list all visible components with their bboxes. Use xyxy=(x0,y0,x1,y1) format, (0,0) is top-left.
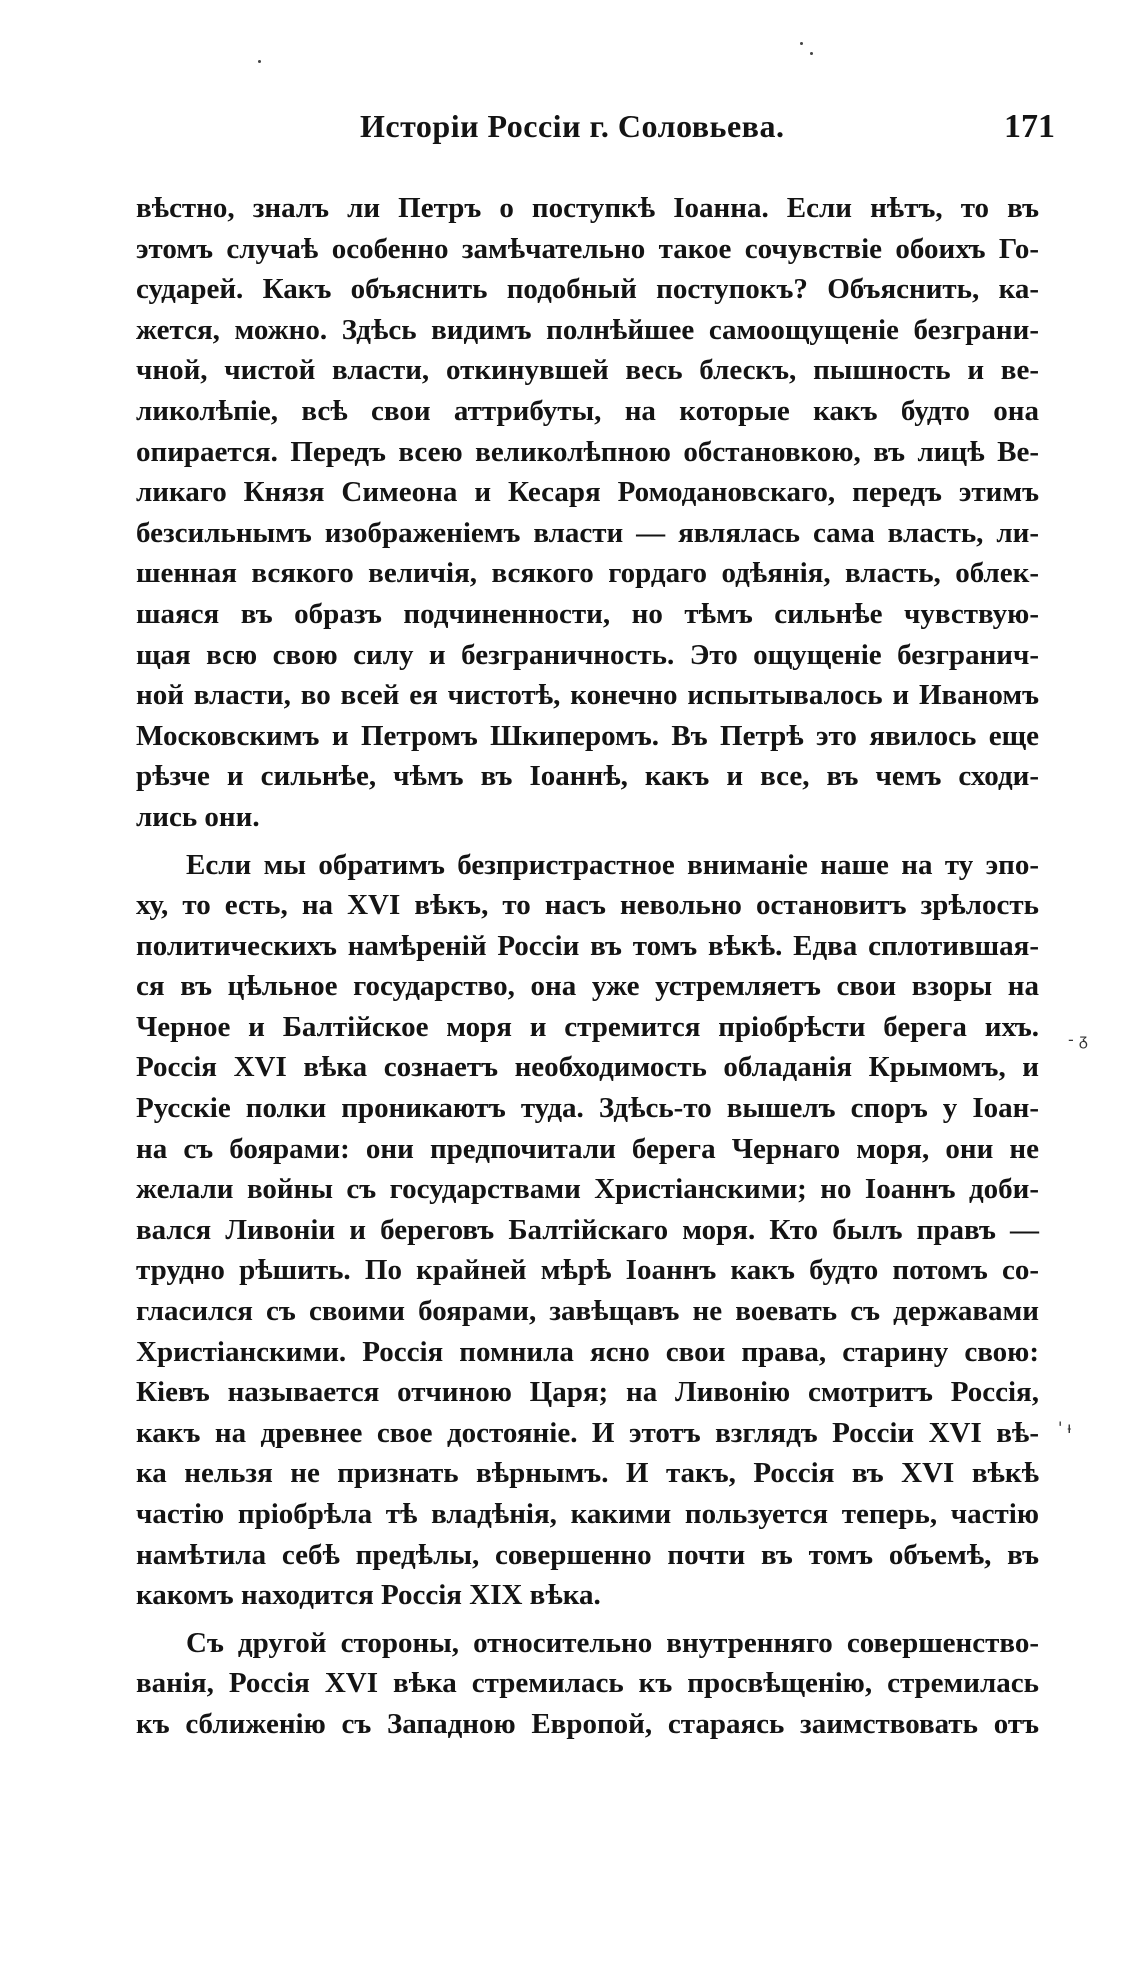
text-line: шенная всякого величія, всякого гордаго одѣянія, власть, облек- xyxy=(136,557,1039,590)
page-number: 171 xyxy=(1004,108,1055,145)
text-line: безсильнымъ изображеніемъ власти — являлась сама власть, ли- xyxy=(136,516,1039,549)
text-line: какъ на древнее свое достояніе. И этотъ взглядъ Россіи XVI вѣ- xyxy=(136,1416,1039,1449)
text-line: лись они. xyxy=(136,800,260,833)
scan-speck xyxy=(810,52,813,55)
text-line: трудно рѣшить. По крайней мѣрѣ Іоаннъ какъ будто потомъ со- xyxy=(136,1254,1039,1287)
text-line: этомъ случаѣ особенно замѣчательно такое сочувствіе обоихъ Го- xyxy=(136,232,1039,265)
text-line: къ сближенію съ Западною Европой, стараясь заимствовать отъ xyxy=(136,1707,1039,1740)
text-line: щая всю свою силу и безграничность. Это ощущеніе безгранич- xyxy=(136,638,1039,671)
text-line: чной, чистой власти, откинувшей весь блескъ, пышность и ве- xyxy=(136,354,1039,387)
margin-mark-two: ' ᵼ xyxy=(1058,1418,1072,1437)
scan-speck xyxy=(800,42,803,45)
text-line: Черное и Балтійское моря и стремится пріобрѣсти берега ихъ. xyxy=(136,1010,1039,1043)
margin-mark-one: - ᵹ xyxy=(1068,1030,1088,1049)
text-line: опирается. Передъ всею великолѣпною обстановкою, въ лицѣ Ве- xyxy=(136,435,1039,468)
text-line: ванія, Россія XVI вѣка стремилась къ просвѣщенію, стремилась xyxy=(136,1667,1039,1700)
text-line: Кіевъ называется отчиною Царя; на Ливонію смотритъ Россія, xyxy=(136,1376,1039,1409)
page-header xyxy=(360,108,1055,158)
text-line: на съ боярами: они предпочитали берега Чернаго моря, они не xyxy=(136,1132,1039,1165)
scan-speck xyxy=(258,60,261,63)
text-line: желали войны съ государствами Христіанскими; но Іоаннъ доби- xyxy=(136,1173,1039,1206)
text-line: ликолѣпіе, всѣ свои аттрибуты, на которые какъ будто она xyxy=(136,394,1039,427)
text-line: какомъ находится Россія XIX вѣка. xyxy=(136,1579,601,1612)
text-line: рѣзче и сильнѣе, чѣмъ въ Іоаннѣ, какъ и все, въ чемъ сходи- xyxy=(136,760,1039,793)
paragraph-1 xyxy=(136,188,1039,838)
text-line: Если мы обратимъ безпристрастное вниманіе наше на ту эпо- xyxy=(186,848,1039,881)
text-line: ликаго Князя Симеона и Кесаря Ромодановскаго, передъ этимъ xyxy=(136,476,1039,509)
text-line: ной власти, во всей ея чистотѣ, конечно испытывалось и Иваномъ xyxy=(136,679,1039,712)
text-line: жется, можно. Здѣсь видимъ полнѣйшее самоощущеніе безграни- xyxy=(136,313,1039,346)
text-line: ка нельзя не признать вѣрнымъ. И такъ, Россія въ XVI вѣкѣ xyxy=(136,1457,1039,1490)
paragraph-3 xyxy=(136,1623,1039,1745)
body-text xyxy=(136,188,1039,1745)
text-line: политическихъ намѣреній Россіи въ томъ вѣкѣ. Едва сплотившая- xyxy=(136,929,1039,962)
text-line: частію пріобрѣла тѣ владѣнія, какими пользуется теперь, частію xyxy=(136,1498,1039,1530)
text-line: шаяся въ образъ подчиненности, но тѣмъ сильнѣе чувствую- xyxy=(136,597,1039,630)
text-line: сударей. Какъ объяснить подобный поступокъ? Объяснить, ка- xyxy=(136,273,1039,306)
text-line: Московскимъ и Петромъ Шкиперомъ. Въ Петрѣ это явилось еще xyxy=(136,719,1039,752)
text-line: Христіанскими. Россія помнила ясно свои права, старину свою: xyxy=(136,1335,1039,1368)
text-line: вался Ливоніи и береговъ Балтійскаго моря. Кто былъ правъ — xyxy=(136,1213,1039,1246)
text-line: Съ другой стороны, относительно внутренняго совершенство- xyxy=(186,1626,1039,1659)
text-line: гласился съ своими боярами, завѣщавъ не воевать съ державами xyxy=(136,1295,1039,1328)
text-line: ся въ цѣльное государство, она уже устремляетъ свои взоры на xyxy=(136,970,1039,1003)
text-line: намѣтила себѣ предѣлы, совершенно почти въ томъ объемѣ, въ xyxy=(136,1538,1039,1571)
paragraph-2 xyxy=(136,845,1039,1616)
running-title: Исторiи Россiи г. Соловьева. xyxy=(360,108,785,144)
text-line: Русскіе полки проникаютъ туда. Здѣсь-то вышелъ споръ у Іоан- xyxy=(136,1092,1039,1125)
text-line: Россія XVI вѣка сознаетъ необходимость обладанія Крымомъ, и xyxy=(136,1051,1039,1084)
text-line: вѣстно, зналъ ли Петръ о поступкѣ Іоанна. Если нѣтъ, то въ xyxy=(136,192,1039,224)
text-line: ху, то есть, на XVI вѣкъ, то насъ невольно остановитъ зрѣлость xyxy=(136,889,1039,922)
